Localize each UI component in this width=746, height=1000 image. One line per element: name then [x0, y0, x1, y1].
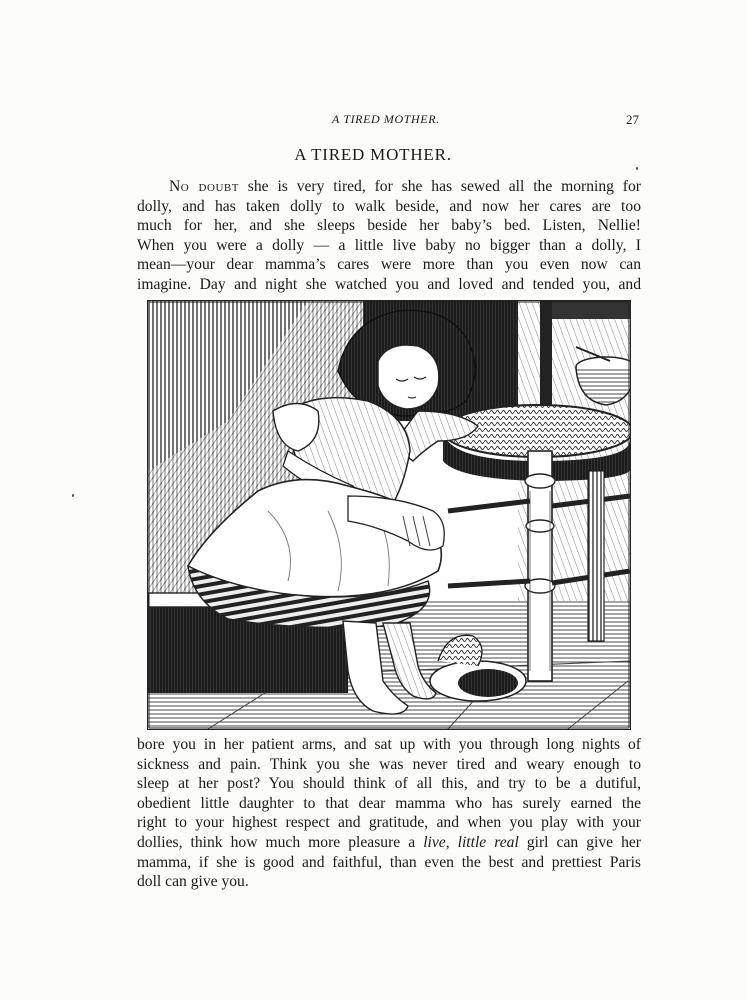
text-segment: girl can give her — [518, 833, 641, 851]
page-number: 27 — [626, 112, 639, 127]
lead-in-small-caps: No doubt — [169, 178, 239, 195]
text-line-with-italic — [137, 833, 641, 853]
text-line: bore you in her patient arms, and sat up with you through long nights of — [137, 736, 641, 753]
print-speck — [72, 494, 74, 497]
paragraph-top — [137, 177, 641, 295]
text-line: mamma, if she is good and faithful, than even the best and prettiest Paris — [137, 853, 641, 871]
text-line-last: doll can give you. — [137, 873, 249, 891]
text-line-rest: she is very tired, for she has sewed all the morning for — [238, 178, 641, 195]
running-head-title: A TIRED MOTHER. — [332, 112, 440, 126]
text-line: mean—your dear mamma’s cares were more than you even now can — [137, 256, 641, 274]
text-segment: dollies, think how much more pleasure a — [137, 833, 424, 851]
text-line — [137, 177, 641, 197]
text-line: When you were a dolly — a little live baby no bigger than a dolly, I — [137, 236, 641, 254]
chapter-title: A TIRED MOTHER. — [294, 145, 452, 164]
text-line: much for her, and she sleeps beside her baby’s bed. Listen, Nellie! — [137, 217, 641, 235]
text-line: right to your highest respect and gratitude, and when you play with your — [137, 814, 641, 832]
text-line: imagine. Day and night she watched you and loved and tended you, and — [137, 275, 641, 293]
text-line: dolly, and has taken dolly to walk beside, and now her cares are too — [137, 197, 641, 215]
text-line: obedient little daughter to that dear mamma who has surely earned the — [137, 794, 641, 812]
paragraph-bottom — [137, 735, 641, 892]
engraving-sleeping-girl-icon — [148, 301, 630, 729]
running-head — [0, 112, 746, 130]
engraving-illustration — [147, 300, 631, 730]
text-line: sleep at her post? You should think of all this, and try to be a dutiful, — [137, 775, 641, 793]
print-speck — [636, 167, 638, 170]
italic-emphasis: live, little real — [423, 833, 519, 851]
text-line: sickness and pain. Think you she was never tired and weary enough to — [137, 755, 641, 773]
